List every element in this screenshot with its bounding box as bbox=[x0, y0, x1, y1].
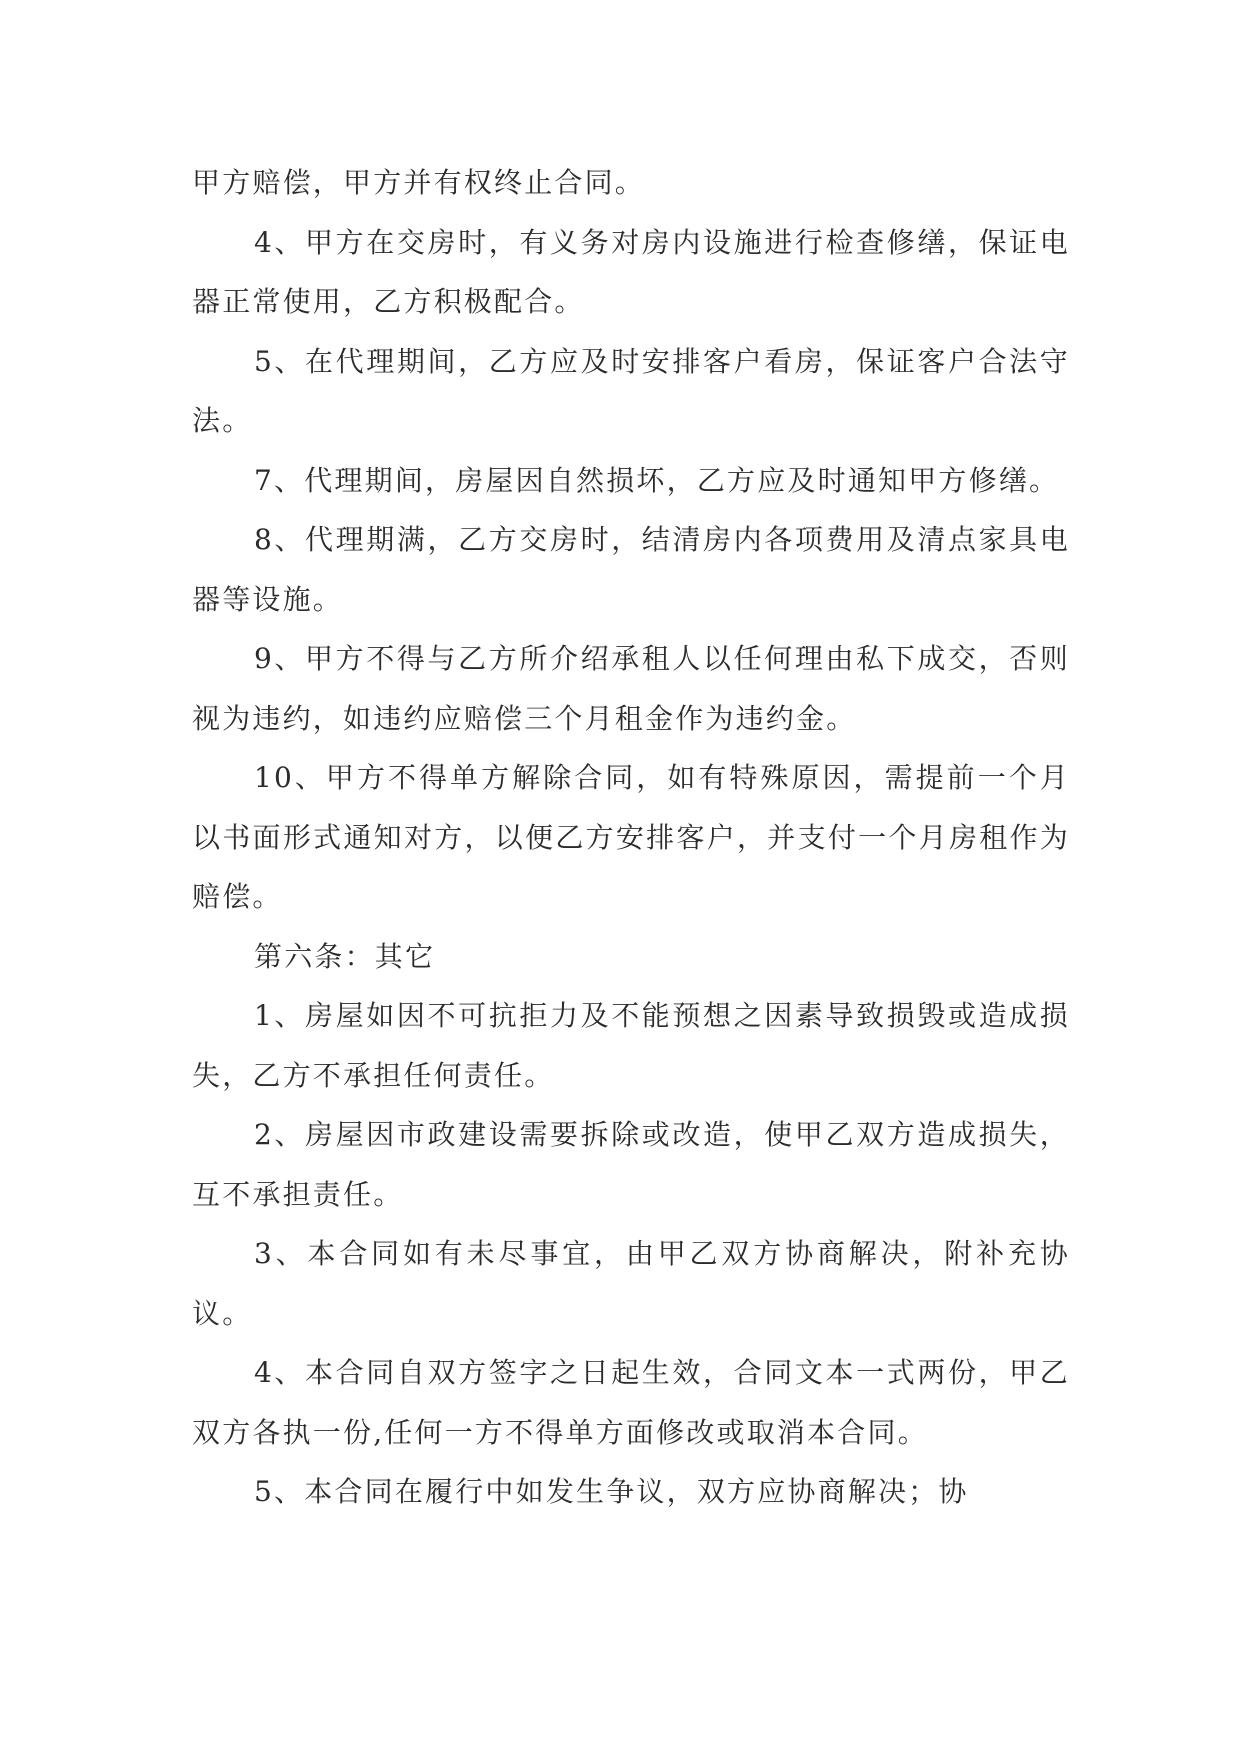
article-6-clause-5: 5、本合同在履行中如发生争议，双方应协商解决；协 bbox=[254, 1475, 969, 1508]
clause-4-handover: 4、甲方在交房时，有义务对房内设施进行检查修缮，保证电器正常使用，乙方积极配合。 bbox=[192, 225, 1070, 318]
contract-text bbox=[192, 153, 1070, 1522]
article-6-heading: 第六条：其它 bbox=[254, 939, 436, 973]
clause-9-private-deal: 9、甲方不得与乙方所介绍承租人以任何理由私下成交，否则视为违约，如违约应赔偿三个月租金作为违约金。 bbox=[192, 642, 1070, 735]
article-6-clause-1: 1、房屋如因不可抗拒力及不能预想之因素导致损毁或造成损失，乙方不承担任何责任。 bbox=[192, 999, 1070, 1092]
article-6-clause-3: 3、本合同如有未尽事宜，由甲乙双方协商解决，附补充协议。 bbox=[192, 1237, 1070, 1330]
article-6-clause-4: 4、本合同自双方签字之日起生效，合同文本一式两份，甲乙双方各执一份,任何一方不得单方面修改或取消本合同。 bbox=[192, 1356, 1070, 1449]
clause-7-repairs: 7、代理期间，房屋因自然损坏，乙方应及时通知甲方修缮。 bbox=[254, 463, 1060, 497]
clause-8-expiry: 8、代理期满，乙方交房时，结清房内各项费用及清点家具电器等设施。 bbox=[192, 523, 1070, 616]
article-6-clause-2: 2、房屋因市政建设需要拆除或改造，使甲乙双方造成损失，互不承担责任。 bbox=[192, 1118, 1070, 1211]
clause-5-viewings: 5、在代理期间，乙方应及时安排客户看房，保证客户合法守法。 bbox=[192, 344, 1070, 437]
clause-10-termination: 10、甲方不得单方解除合同，如有特殊原因，需提前一个月以书面形式通知对方，以便乙方安排客户，并支付一个月房租作为赔偿。 bbox=[192, 761, 1070, 913]
paragraph-continuation: 甲方赔偿，甲方并有权终止合同。 bbox=[192, 166, 646, 199]
